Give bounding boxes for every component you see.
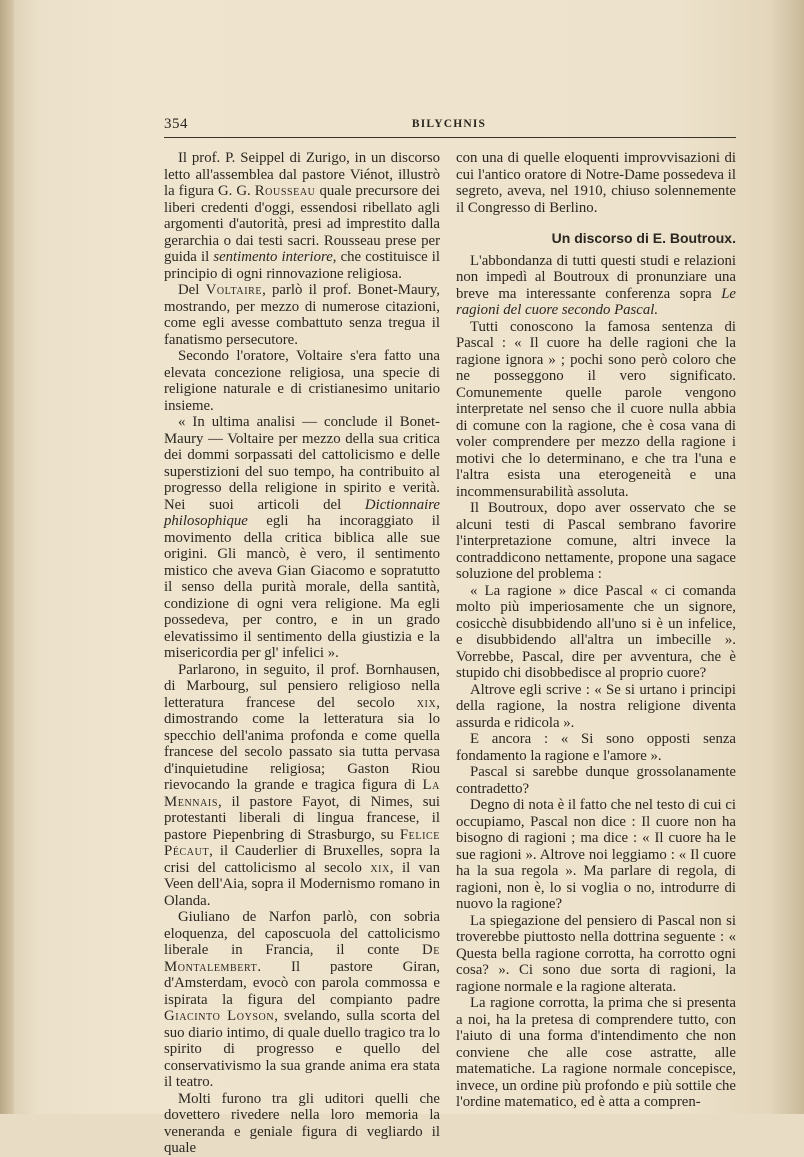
paragraph-bonet-maury-quote xyxy=(164,414,440,662)
paragraph-explanation: La spiegazione del pensiero di Pascal non si troverebbe piuttosto nella dottrina seguente : « Questa bella ragione corrotta, ha corrotto ogni cosa? ». Ci sono due sorta di ragioni, la ragione normale e la ragione alterata. xyxy=(456,912,736,995)
left-column xyxy=(164,150,440,1157)
text-run: , parlò il prof. Bonet-Maury, mostrando, per mezzo di numerose citazioni, come egli avesse combattuto senza tregua il fanatismo persecutore. xyxy=(164,282,440,348)
paragraph-rousseau xyxy=(164,150,440,282)
text-run: , il Cauderlier di Bruxelles, sopra la crisi del cattolicismo al secolo xyxy=(164,843,440,876)
text-run: , il van Veen dell'Aia, sopra il Modernismo romano in Olanda. xyxy=(164,859,440,909)
small-caps-numeral: xix xyxy=(416,694,437,711)
text-run: , svelando, sulla scorta del suo diario intimo, di quale duello tragico tra lo spirito di progresso e quello del conservativismo la sua grande anima era stata il teatro. xyxy=(164,1008,441,1090)
paragraph-reason-quote: « La ragione » dice Pascal « ci comanda molto più imperiosamente che un signore, cosicchè disubbidendo all'uno si è un infelice, e disubbidendo all'altra un imbecille ». Vorrebbe, Pascal, dire per avventura, che è stupido chi disobbedisce al proprio cuore? xyxy=(456,582,736,681)
paragraph-notable: Degno di nota è il fatto che nel testo di cui ci occupiamo, Pascal non dice : Il cuore non ha bisogno di ragioni ; ma dice : « Il cuore ha le sue ragioni ». Altrove noi leggiamo : « Il cuore ha la sua regola ». Ma parlare di regola, di ragioni, non è, lo si voglia o no, introdurre di nuovo la ragione? xyxy=(456,797,736,912)
text-run: « In ultima analisi — conclude il Bonet-Maury — Voltaire per mezzo della sua critica dei dommi sorpassati del cattolicismo e delle superstizioni del suo tempo, ha contribuito al progresso della religione in spirito e verità. Nei suoi articoli del xyxy=(164,414,440,513)
paragraph-boutroux-intro xyxy=(456,253,736,319)
small-caps-name: La Mennais xyxy=(164,777,440,810)
small-caps-name: De Montalembert xyxy=(164,942,440,975)
small-caps-name: Rousseau xyxy=(254,183,316,199)
text-run: Parlarono, in seguito, il prof. Bornhausen, di Marbourg, sul pensiero religioso nella letteratura francese del secolo xyxy=(164,661,440,711)
text-run: quale precursore dei liberi credenti d'oggi, essendosi ribellato agli argomenti d'autorità, presi ad imprestito dalla gerarchia o dai testi sacri. Rousseau prese per guida il xyxy=(164,183,440,265)
italic-title: Dictionnaire philosophique xyxy=(164,496,440,529)
page-header xyxy=(164,116,734,138)
paragraph-continuation: con una di quelle eloquenti improvvisazioni di cui l'antico oratore di Notre-Dame possedeva il segreto, aveva, nel 1910, chiuso solennemente il Congresso di Berlino. xyxy=(456,150,736,216)
small-caps-name: Giacinto Loyson xyxy=(164,1008,275,1024)
paragraph-contradiction: Pascal si sarebbe dunque grossolanamente contradetto? xyxy=(456,764,736,797)
paragraph-listeners: Molti furono tra gli uditori quelli che dovettero rivedere nella loro memoria la veneranda e geniale figura di vegliardo il quale xyxy=(164,1090,440,1156)
header-rule xyxy=(164,137,736,138)
text-run: , che costituisce il principio di ogni rinnovazione religiosa. xyxy=(164,249,440,282)
small-caps-name: Felice Pécaut xyxy=(164,826,440,859)
paragraph-boutroux-solution: Il Boutroux, dopo aver osservato che se alcuni testi di Pascal sembrano favorire l'interpretazione comune, altri invece la contraddicono nettamente, propone una sagace soluzione del problema : xyxy=(456,500,736,582)
right-column xyxy=(456,150,736,1111)
paragraph-corrupt-reason: La ragione corrotta, la prima che si presenta a noi, ha la pretesa di comprendere tutto, con l'aiuto di una forma d'intendimento che non conviene che alle cose astratte, alle matematiche. La ragione normale concepisce, invece, un ordine più profondo e più sottile che l'ordine matematico, ed è atta a compren- xyxy=(456,995,736,1110)
italic-title: Le ragioni del cuore secondo Pascal. xyxy=(456,285,736,318)
paragraph-voltaire-concept: Secondo l'oratore, Voltaire s'era fatto una elevata concezione religiosa, una specie di religione naturale e di cristianesimo unitario insieme. xyxy=(164,348,440,414)
text-run: Il prof. P. Seippel di Zurigo, in un discorso letto all'assemblea dal pastore Viénot, illustrò la figura G. G. xyxy=(164,150,440,199)
paragraph-again: E ancora : « Si sono opposti senza fondamento la ragione e l'amore ». xyxy=(456,731,736,764)
text-run: Giuliano de Narfon parlò, con sobria eloquenza, del caposcuola del cattolicismo liberale in Francia, il conte xyxy=(164,909,440,958)
section-heading: Un discorso di E. Boutroux. xyxy=(551,230,736,246)
text-run: Del xyxy=(178,282,206,298)
paragraph-pascal-sentence: Tutti conoscono la famosa sentenza di Pascal : « Il cuore ha delle ragioni che la ragione ignora » ; pochi sono però coloro che ne posseggono il vero significato. Comunemente quelle parole vengono interpretate nel senso che il cuore nulla abbia di comune con la ragione, che è cosa vana di voler comprendere per mezzo della ragione i motivi che lo determinano, e che tra l'una e l'altra esista una eterogeneità e una incommensurabilità assoluta. xyxy=(456,318,736,500)
text-run: egli ha incoraggiato il movimento della critica biblica alle sue origini. Gli mancò, è vero, il sentimento mistico che aveva Gian Giacomo e sopratutto il senso della purità morale, della santità, condizione di ogni vera religione. Ma egli possedeva, per contro, e in un grado elevatissimo il sentimento della giustizia e la misericordia per gl' infelici ». xyxy=(164,513,440,661)
paragraph-elsewhere: Altrove egli scrive : « Se si urtano i principi della ragione, la nostra religione diventa assurda e ridicola ». xyxy=(456,681,736,731)
text-run: , il pastore Fayot, di Nimes, sui protestanti liberali di lingua francese, il pastore Piepenbring di Strasburgo, su xyxy=(164,793,440,843)
page-number: 354 xyxy=(164,116,188,132)
running-title: BILYCHNIS xyxy=(411,118,487,130)
text-run: . Il pastore Giran, d'Amsterdam, evocò con parola commossa e ispirata la figura del compianto padre xyxy=(164,958,440,1008)
text-run: L'abbondanza di tutti questi studi e relazioni non impedì al Boutroux di pronunziare una breve ma interessante conferenza sopra xyxy=(456,252,736,302)
paragraph-voltaire xyxy=(164,282,440,348)
page-spine-shadow xyxy=(0,0,14,1114)
italic-phrase: sentimento interiore xyxy=(213,249,333,265)
text-run: , dimostrando come la letteratura sia lo specchio dell'anima profonda e come quella francese del secolo passato sia tutta pervasa d'inquietudine religiosa; Gaston Riou rievocando la grande e tragica figura di xyxy=(164,694,440,793)
small-caps-name: Voltaire xyxy=(205,282,263,298)
paragraph-speakers xyxy=(164,662,440,910)
paragraph-narfon xyxy=(164,909,440,1091)
small-caps-numeral: xix xyxy=(370,859,390,876)
